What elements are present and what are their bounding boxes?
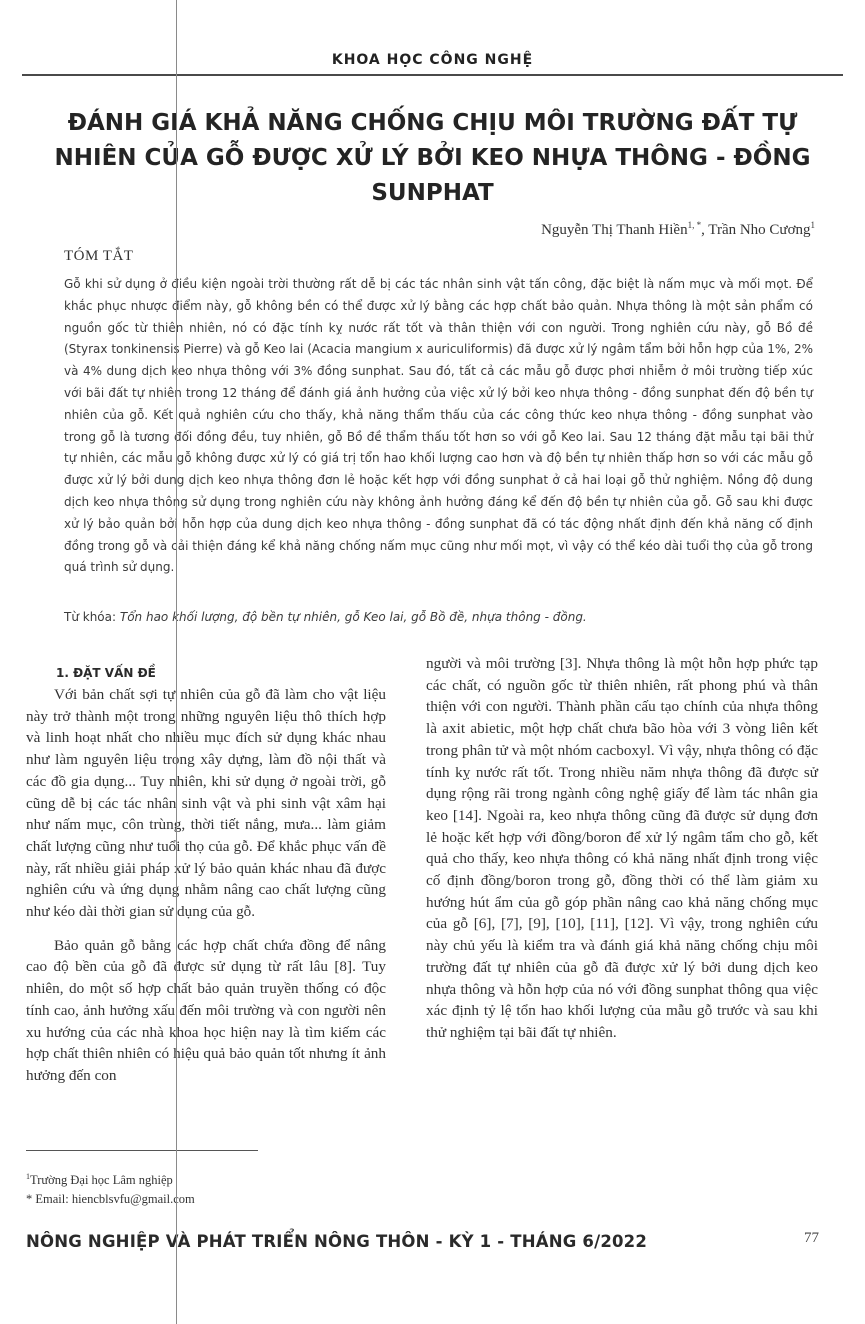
footnote-affiliation-text: Trường Đại học Lâm nghiệp (30, 1173, 173, 1188)
left-column (26, 660, 386, 1099)
body-paragraph: người và môi trường [3]. Nhựa thông là một hỗn hợp phức tạp các chất, có nguồn gốc từ thiên nhiên, rất phong phú và thân thiện với con người. Thành phần cấu tạo chính của nhựa thông là axit abietic, một hợp chất chưa bão hòa với 3 vòng liên kết trong phân tử và một nhóm cacboxyl. Vì vậy, nhựa thông có đặc tính kỵ nước rất tốt. Trong nhiều năm nhựa thông đã được sử dụng rộng rãi trong ngành công nghệ giấy để làm tác nhân gia keo [14]. Ngoài ra, keo nhựa thông cũng đã được sử dụng đơn lẻ hoặc kết hợp với đồng/boron để xử lý ngâm tẩm cho gỗ, kết quả cho thấy, keo nhựa thông có khả năng nhất định trong việc cố định đồng/boron trong gỗ, đồng thời có thể làm giảm xu hướng hút ẩm của gỗ góp phần nâng cao khả năng chống mục của gỗ [6], [7], [9], [10], [11], [12]. Vì vậy, trong nghiên cứu này chủ yếu là kiểm tra và đánh giá khả năng chống chịu môi trường đất tự nhiên của gỗ đã được xử lý bởi dung dịch keo nhựa thông và hỗn hợp của nó với đồng sunphat thông qua việc xác định tỷ lệ tổn hao khối lượng của mẫu gỗ trước và sau khi thử nghiệm tại bãi đất tự nhiên. (426, 655, 818, 1041)
author-1: Nguyễn Thị Thanh Hiền (541, 222, 688, 238)
keywords-list: Tổn hao khối lượng, độ bền tự nhiên, gỗ Keo lai, gỗ Bồ đề, nhựa thông - đồng. (119, 610, 587, 624)
section-1-heading: 1. ĐẶT VẤN ĐỀ (56, 666, 156, 680)
footnote-mark: 1 (26, 1172, 30, 1181)
page-number: 77 (804, 1230, 819, 1246)
header-rule (22, 74, 843, 76)
binding-fold-line (176, 0, 177, 1324)
footnote-affiliation (26, 1172, 173, 1188)
author-2: , Trần Nho Cương (701, 222, 811, 238)
body-paragraph: Bảo quản gỗ bằng các hợp chất chứa đồng để nâng cao độ bền của gỗ đã được sử dụng từ rất lâu [8]. Tuy nhiên, do một số hợp chất bảo quản truyền thống có độc tính cao, ảnh hưởng xấu đến môi trường và con người nên xu hướng của các nhà khoa học hiện nay là tìm kiếm các hợp chất thiên nhiên có hiệu quả bảo quản tốt nhưng ít ảnh hưởng đến con (26, 936, 386, 1084)
article-title: ĐÁNH GIÁ KHẢ NĂNG CHỐNG CHỊU MÔI TRƯỜNG ĐẤT TỰ NHIÊN CỦA GỖ ĐƯỢC XỬ LÝ BỞI KEO NHỰA THÔNG - ĐỒNG SUNPHAT (54, 110, 811, 206)
abstract-heading: TÓM TẮT (64, 248, 134, 264)
journal-footer: NÔNG NGHIỆP VÀ PHÁT TRIỂN NÔNG THÔN - KỲ 1 - THÁNG 6/2022 (26, 1232, 648, 1251)
author-2-affiliation-mark: 1 (810, 220, 815, 230)
abstract-text: Gỗ khi sử dụng ở điều kiện ngoài trời thường rất dễ bị các tác nhân sinh vật tấn công, đặc biệt là nấm mục và mối mọt. Để khắc phục nhược điểm này, gỗ không bền có thể được xử lý bằng các hợp chất bảo quản. Nhựa thông là một sản phẩm có nguồn gốc từ thiên nhiên, nó có đặc tính kỵ nước rất tốt và thân thiện với con người. Trong nghiên cứu này, gỗ Bồ đề (Styrax tonkinensis Pierre) và gỗ Keo lai (Acacia mangium x auriculiformis) đã được xử lý ngâm tẩm bởi hỗn hợp của 1%, 2% và 4% dung dịch keo nhựa thông với 3% đồng sunphat. Sau đó, tất cả các mẫu gỗ được phơi nhiễm ở môi trường tiếp xúc với bãi đất tự nhiên trong 12 tháng để đánh giá ảnh hưởng của việc xử lý bởi keo nhựa thông - đồng sunphat đến độ bền tự nhiên của gỗ. Kết quả nghiên cứu cho thấy, khả năng thẩm thấu của các công thức keo nhựa thông - đồng sunphat vào trong gỗ là tương đối đồng đều, tuy nhiên, gỗ Bồ đề thẩm thấu tốt hơn so với gỗ Keo lai. Sau 12 tháng đặt mẫu tại bãi thử tự nhiên, các mẫu gỗ không được xử lý có giá trị tổn hao khối lượng cao hơn và độ bền tự nhiên thấp hơn so với các mẫu gỗ được xử lý bởi dung dịch keo nhựa thông đơn lẻ hoặc kết hợp với đồng sunphat ở cả hai loại gỗ thử nghiệm. Nồng độ dung dịch keo nhựa thông sử dụng trong nghiên cứu này không ảnh hưởng đáng kể đến độ bền tự nhiên của gỗ. Gỗ sau khi được xử lý bảo quản bởi hỗn hợp của dung dịch keo nhựa thông - đồng sunphat đã có tác động nhất định đến khả năng cố định đồng trong gỗ và cải thiện đáng kể khả năng chống nấm mục cũng như mối mọt, vì vậy có thể kéo dài tuổi thọ của gỗ trong quá trình sử dụng. (64, 277, 813, 575)
body-paragraph: Với bản chất sợi tự nhiên của gỗ đã làm cho vật liệu này trở thành một trong những nguyên liệu thô thích hợp và linh hoạt nhất cho nhiều mục đích sử dụng khác nhau như làm nguyên liệu trong xây dựng, làm đồ nội thất và các đồ gia dụng... Tuy nhiên, khi sử dụng ở ngoài trời, gỗ cũng dễ bị các tác nhân sinh vật và phi sinh vật xâm hại như nấm mục, côn trùng, thời tiết nắng, mưa... làm giảm chất lượng cũng như tuổi thọ của gỗ. Để khắc phục vấn đề này, rất nhiều giải pháp xử lý bảo quản khác nhau đã được nghiên cứu và ứng dụng nhằm nâng cao chất lượng cũng như kéo dài thời gian sử dụng của gỗ. (26, 686, 386, 921)
section-label: KHOA HỌC CÔNG NGHỆ (331, 52, 534, 68)
right-column (426, 653, 818, 1056)
keywords-label: Từ khóa: (64, 610, 117, 624)
footnote-email: * Email: hiencblsvfu@gmail.com (26, 1192, 195, 1206)
author-1-affiliation-mark: 1, * (687, 220, 702, 230)
authors-line (541, 220, 815, 239)
footnote-rule (26, 1150, 258, 1151)
